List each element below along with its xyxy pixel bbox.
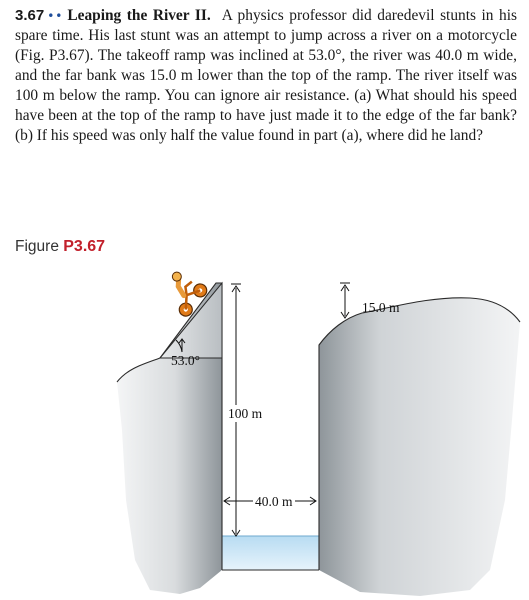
figure-label-prefix: Figure [15,238,59,255]
ramp-angle-label: 53.0° [171,353,201,368]
problem-body: A physics professor did daredevil stunts in his spare time. His last stunt was an attempt to jump across a river on a motorcycle (Fig. P3.67). The takeoff ramp was inclined at 53.0°, the river was 40.0 m wide, and the far bank was 15.0 m lower than the top of the ramp. The river itself was 100 m below the ramp. You can ignore air resistance. (a) What should his speed have been at the top of the ramp to have just made it to the edge of the far bank? (b) If his speed was only half the value found in part (a), where did he land? [15,7,517,144]
problem-title: Leaping the River II. [67,7,211,24]
width-label: 40.0 m [255,494,293,509]
problem-number: 3.67 [15,7,45,24]
river-water [222,536,319,570]
figure-label-number: P3.67 [63,238,106,255]
difficulty-dots: •• [47,9,64,23]
drop-label: 15.0 m [362,300,400,315]
depth-label: 100 m [228,406,263,421]
right-cliff [319,298,520,596]
